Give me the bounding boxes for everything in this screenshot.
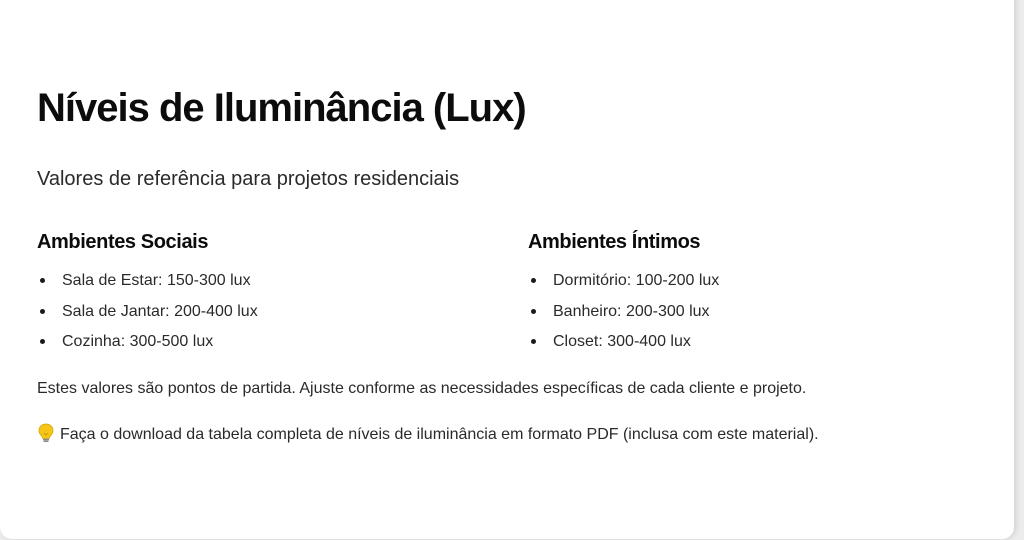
bullet-icon [40, 309, 45, 314]
bullet-icon [531, 309, 536, 314]
bullet-icon [531, 339, 536, 344]
bullet-icon [40, 278, 45, 283]
tip-text: Faça o download da tabela completa de níveis de iluminância em formato PDF (inclusa com este material). [60, 426, 819, 443]
page-subtitle: Valores de referência para projetos residenciais [37, 168, 460, 190]
list-item-text: Banheiro: 200-300 lux [553, 302, 710, 320]
section-heading: Ambientes Sociais [37, 231, 209, 253]
lux-list [37, 269, 477, 361]
list-item [37, 269, 477, 300]
list-item [528, 330, 968, 361]
list-item-text: Cozinha: 300-500 lux [62, 333, 214, 350]
list-item [528, 300, 968, 331]
social-rooms-section [37, 229, 477, 361]
list-item-text: Sala de Jantar: 200-400 lux [62, 302, 258, 320]
list-item-text: Sala de Estar: 150-300 lux [62, 272, 251, 289]
bullet-icon [531, 278, 536, 283]
list-item-text: Closet: 300-400 lux [553, 333, 691, 350]
list-item-text: Dormitório: 100-200 lux [553, 272, 720, 289]
note-text: Estes valores são pontos de partida. Ajuste conforme as necessidades específicas de cada cliente e projeto. [37, 380, 807, 397]
list-item [37, 330, 477, 361]
lux-list [528, 269, 968, 361]
list-item [528, 269, 968, 300]
list-item [37, 300, 477, 331]
download-tip [37, 423, 819, 444]
section-heading: Ambientes Íntimos [528, 231, 701, 253]
private-rooms-section [528, 229, 968, 361]
lightbulb-icon [37, 423, 55, 443]
bullet-icon [40, 339, 45, 344]
page-title: Níveis de Iluminância (Lux) [37, 86, 526, 130]
